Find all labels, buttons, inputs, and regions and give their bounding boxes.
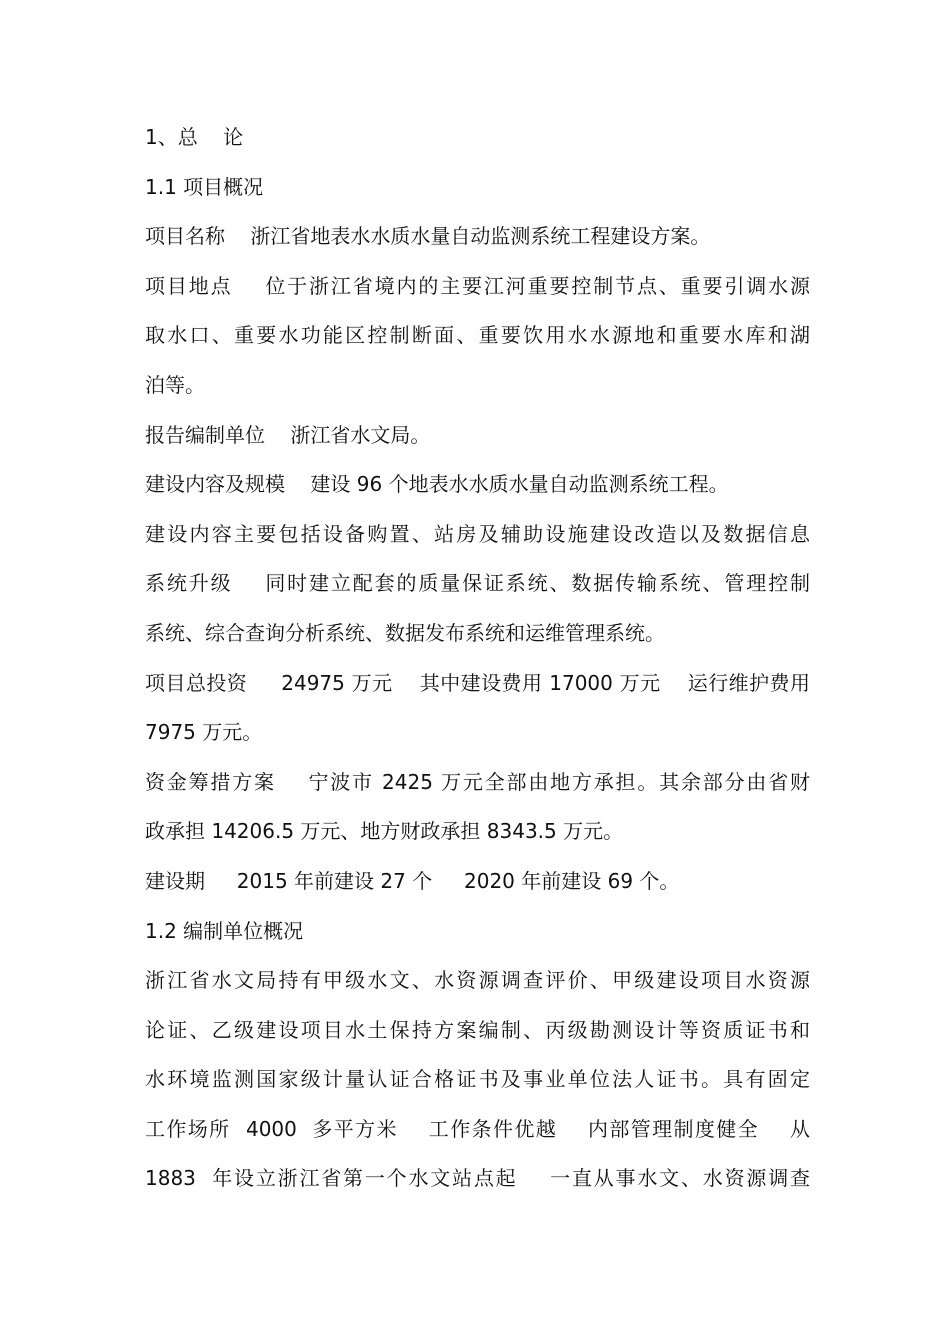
subsection-heading-compiler-overview: 1.2 编制单位概况 xyxy=(145,918,304,943)
paragraph-line: 建设内容及规模 建设 96 个地表水水质水量自动监测系统工程。 xyxy=(145,472,729,497)
paragraph-line: 项目名称 浙江省地表水水质水量自动监测系统工程建设方案。 xyxy=(145,224,711,249)
paragraph-line: 项目地点 位于浙江省境内的主要江河重要控制节点、重要引调水源 xyxy=(145,273,810,298)
paragraph-line: 资金筹措方案 宁波市 2425 万元全部由地方承担。其余部分由省财 xyxy=(145,769,810,794)
document-body xyxy=(145,113,810,1204)
paragraph-line: 报告编制单位 浙江省水文局。 xyxy=(145,422,431,447)
section-heading-general: 1、总 论 xyxy=(145,125,244,149)
paragraph-line: 系统升级 同时建立配套的质量保证系统、数据传输系统、管理控制 xyxy=(145,571,810,596)
paragraph-line: 政承担 14206.5 万元、地方财政承担 8343.5 万元。 xyxy=(145,819,624,844)
paragraph-line: 建设期 2015 年前建设 27 个 2020 年前建设 69 个。 xyxy=(145,868,680,893)
paragraph-line: 工作场所 4000 多平方米 工作条件优越 内部管理制度健全 从 xyxy=(145,1116,810,1141)
paragraph-line: 水环境监测国家级计量认证合格证书及事业单位法人证书。具有固定 xyxy=(145,1067,810,1092)
paragraph-line: 7975 万元。 xyxy=(145,720,263,745)
paragraph-line: 建设内容主要包括设备购置、站房及辅助设施建设改造以及数据信息 xyxy=(145,521,810,546)
paragraph-line: 论证、乙级建设项目水土保持方案编制、丙级勘测设计等资质证书和 xyxy=(145,1017,810,1042)
paragraph-line: 1883 年设立浙江省第一个水文站点起 一直从事水文、水资源调查 xyxy=(145,1166,810,1191)
paragraph-line: 浙江省水文局持有甲级水文、水资源调查评价、甲级建设项目水资源 xyxy=(145,968,810,993)
paragraph-line: 取水口、重要水功能区控制断面、重要饮用水水源地和重要水库和湖 xyxy=(145,323,810,348)
subsection-heading-project-overview: 1.1 项目概况 xyxy=(145,174,264,199)
paragraph-line: 泊等。 xyxy=(145,372,205,397)
paragraph-line: 系统、综合查询分析系统、数据发布系统和运维管理系统。 xyxy=(145,620,665,645)
paragraph-line: 项目总投资 24975 万元 其中建设费用 17000 万元 运行维护费用 xyxy=(145,670,810,695)
